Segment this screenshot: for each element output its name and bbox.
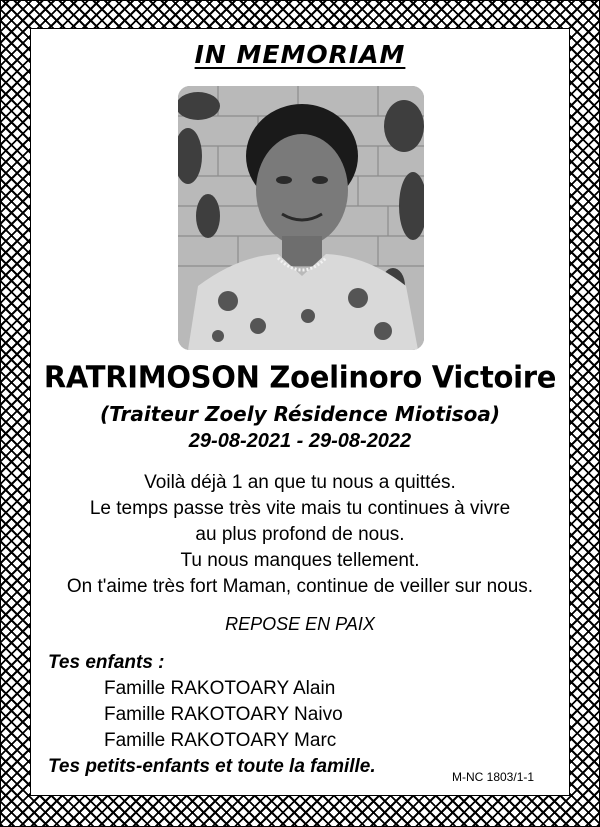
family-member: Famille RAKOTOARY Marc bbox=[104, 730, 337, 751]
memorial-message bbox=[0, 470, 600, 600]
family-member: Famille RAKOTOARY Alain bbox=[104, 678, 336, 699]
message-line: On t'aime très fort Maman, continue de veiller sur nous. bbox=[66, 576, 534, 597]
portrait-photo bbox=[178, 86, 424, 350]
message-line: Tu nous manques tellement. bbox=[180, 550, 420, 571]
deceased-name: RATRIMOSON Zoelinoro Victoire bbox=[43, 359, 557, 395]
memorial-dates: 29-08-2021 - 29-08-2022 bbox=[188, 430, 412, 452]
message-line: Voilà déjà 1 an que tu nous a quittés. bbox=[144, 472, 456, 493]
message-line: au plus profond de nous. bbox=[195, 524, 405, 545]
family-closing: Tes petits-enfants et toute la famille. bbox=[48, 756, 376, 777]
affiliation: (Traiteur Zoely Résidence Miotisoa) bbox=[99, 402, 501, 426]
children-heading: Tes enfants : bbox=[48, 652, 165, 673]
reference-code: M-NC 1803/1-1 bbox=[452, 770, 535, 784]
page-title: IN MEMORIAM bbox=[194, 40, 406, 69]
message-line: Le temps passe très vite mais tu continues à vivre bbox=[89, 498, 511, 519]
repose-en-paix: REPOSE EN PAIX bbox=[225, 614, 375, 634]
family-member: Famille RAKOTOARY Naivo bbox=[104, 704, 343, 725]
family-list bbox=[104, 676, 343, 754]
